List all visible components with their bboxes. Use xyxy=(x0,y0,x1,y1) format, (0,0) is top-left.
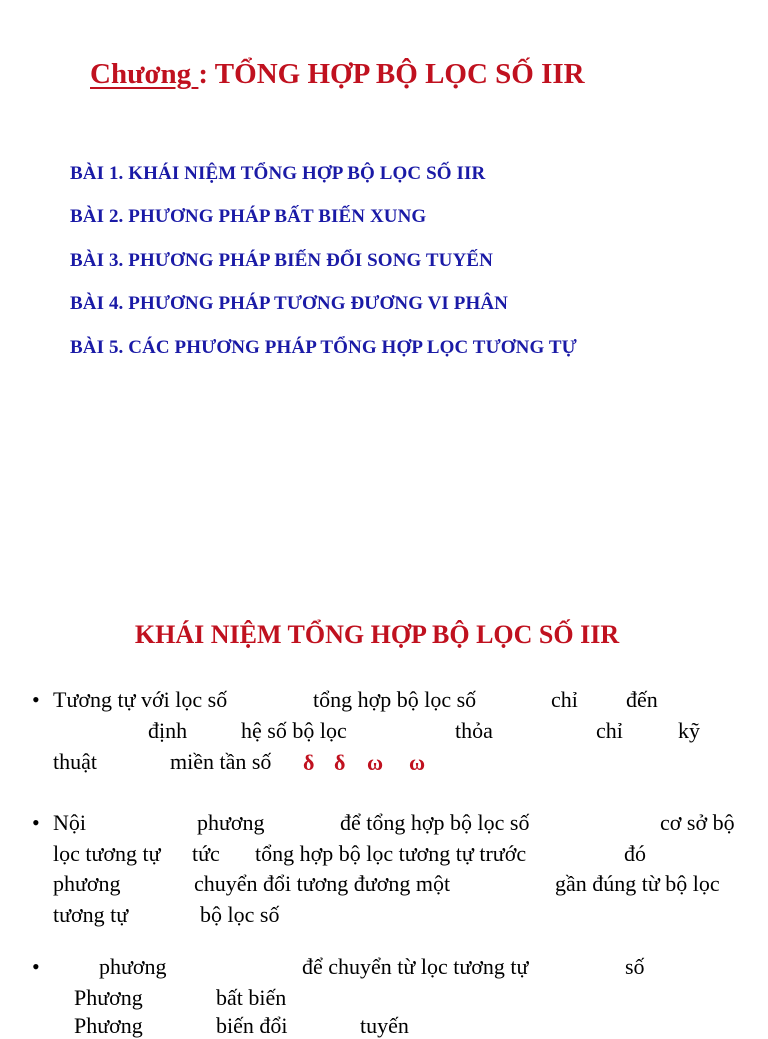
bullet-icon: • xyxy=(32,954,40,979)
chapter-name: : TỔNG HỢP BỘ LỌC SỐ IIR xyxy=(198,58,585,90)
p1-text: thuật xyxy=(53,749,97,774)
p3-text: Phương xyxy=(74,985,143,1010)
p2-text: tức xyxy=(192,841,220,866)
p3-text: biến đổi xyxy=(216,1013,288,1038)
lesson-item: BÀI 4. PHƯƠNG PHÁP TƯƠNG ĐƯƠNG VI PHÂN xyxy=(70,293,508,314)
omega-symbol: ω xyxy=(409,750,426,775)
p1-text: hệ số bộ lọc xyxy=(241,718,347,743)
p2-text: phương xyxy=(53,871,121,896)
chapter-label: Chương xyxy=(90,58,199,90)
p2-text: để tổng hợp bộ lọc số xyxy=(340,810,530,835)
omega-symbol: ω xyxy=(367,750,384,775)
lesson-item: BÀI 3. PHƯƠNG PHÁP BIẾN ĐỔI SONG TUYẾN xyxy=(70,250,493,271)
p2-text: chuyển đổi tương đương một xyxy=(194,871,451,896)
p3-text: để chuyển từ lọc tương tự xyxy=(302,954,529,979)
p3-text: phương xyxy=(99,954,167,979)
p1-text: kỹ xyxy=(678,718,700,743)
p2-text: phương xyxy=(197,810,265,835)
p2-text: cơ sở bộ xyxy=(660,810,735,835)
p3-text: Phương xyxy=(74,1013,143,1038)
p1-text: miền tần số xyxy=(170,749,272,774)
p2-text: bộ lọc số xyxy=(200,902,280,927)
bullet-icon: • xyxy=(32,687,40,712)
lesson-item: BÀI 1. KHÁI NIỆM TỔNG HỢP BỘ LỌC SỐ IIR xyxy=(70,163,486,184)
lesson-item: BÀI 2. PHƯƠNG PHÁP BẤT BIẾN XUNG xyxy=(70,206,427,227)
p2-text: lọc tương tự xyxy=(53,841,161,866)
p2-text: Nội xyxy=(53,810,86,835)
p2-text: tổng hợp bộ lọc tương tự trước xyxy=(255,841,527,866)
lesson-item: BÀI 5. CÁC PHƯƠNG PHÁP TỔNG HỢP LỌC TƯƠNG TỰ xyxy=(70,337,577,358)
chapter-title xyxy=(90,58,585,91)
p1-text: tổng hợp bộ lọc số xyxy=(313,687,477,712)
p3-text: số xyxy=(625,954,645,979)
p2-text: tương tự xyxy=(53,902,129,927)
delta-symbol: δ xyxy=(303,750,315,775)
p1-text: chỉ xyxy=(551,687,578,712)
delta-symbol: δ xyxy=(334,750,346,775)
p2-text: gần đúng từ bộ lọc xyxy=(555,871,720,896)
p3-text: tuyến xyxy=(360,1013,409,1038)
bullet-icon: • xyxy=(32,810,40,835)
p2-text: đó xyxy=(624,841,646,866)
p1-text: thỏa xyxy=(455,718,493,743)
p1-text: định xyxy=(148,718,188,743)
section-title: KHÁI NIỆM TỔNG HỢP BỘ LỌC SỐ IIR xyxy=(134,620,620,649)
p1-text: chỉ xyxy=(596,718,623,743)
p1-text: Tương tự với lọc số xyxy=(53,687,228,712)
p3-text: bất biến xyxy=(216,985,287,1010)
p1-text: đến xyxy=(626,687,658,712)
